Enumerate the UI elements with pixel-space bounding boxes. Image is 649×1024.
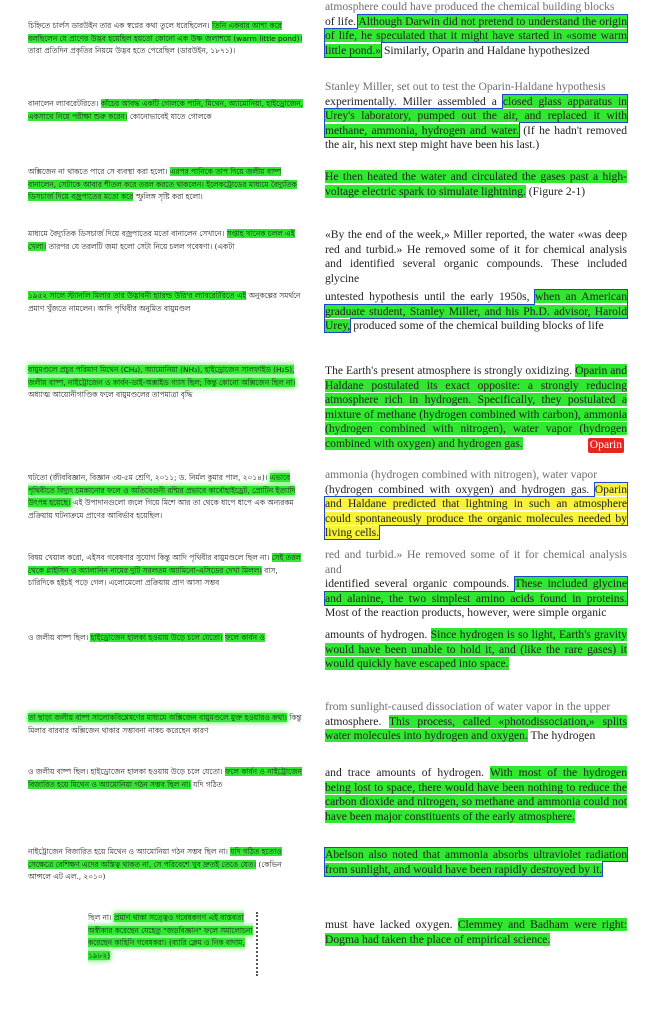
- bengali-passage-4: [28, 228, 306, 264]
- pair-1: [0, 0, 649, 76]
- english-passage-2: [325, 80, 627, 156]
- pair-7: [0, 468, 649, 538]
- right-highlight[interactable]: Abelson also noted that ammonia absorbs ultraviolet radiation from sunlight, and would have been rapidly destroyed by it.: [325, 848, 627, 876]
- bengali-passage-2: [28, 98, 306, 138]
- english-passage-5: [325, 290, 627, 338]
- right-highlight[interactable]: With most of the hydrogen being lost to space, there would have been nothing to reduce the carbon dioxide and nitrogen, so methane and ammonia could not have been major constituents of the early atmosphere.: [325, 766, 627, 823]
- bengali-passage-6: [28, 364, 306, 414]
- right-text-pre: (hydrogen combined with oxygen) and hydrogen gas.: [325, 482, 595, 496]
- left-highlight[interactable]: বায়ুমণ্ডলে প্রচুর পরিমাণ মিথেন (CH₄), অ্যামোনিয়া (NH₃), হাইড্রোজেন সালফাইড (H₂S), জলীয় বাষ্প, নাইট্রোজেন ও কার্বন-ডাই-অক্সাইড গ্যাস ছিল; কিন্তু কোনো অক্সিজেন ছিল না।: [28, 365, 296, 387]
- left-text-post: অনুকল্পের সমর্থনে প্রমাণ খুঁজতে নামলেন। আদি পৃথিবীর অনুমিত বায়ুমণ্ডল: [28, 291, 301, 313]
- left-text-post: বাস, চারিদিকে হইচই পড়ে গেল। এলোমেলো প্রক্রিয়ায় প্রাণ আসা সম্ভব: [28, 565, 278, 587]
- right-highlight[interactable]: Oparin and Haldane predicted that lightning in such an atmosphere could spontaneously produce the organic molecules needed by living cells.: [325, 482, 627, 540]
- right-text-post: produced some of the chemical building blocks of life: [350, 319, 604, 333]
- bengali-passage-7: [28, 472, 306, 530]
- left-highlight[interactable]: প্রমাণ থাকা সত্ত্বেও গবেষকগণ এই বাস্তবতা অস্বীকার করেছেন যেহেতু "জড়বিজ্ঞান" ফলে সমালোচনা করেছেন কাহিনি গবেষকরা। (ব্যারি ক্লেম ও নিক বাদাম, ১৯৮২): [88, 913, 253, 960]
- left-highlight[interactable]: তা ছাড়া জলীয় বাষ্প সালোকবিশ্লেষণের মাধ্যমে অক্সিজেন বায়ুমণ্ডলে মুক্ত হওয়ারও কথা।: [28, 713, 287, 722]
- left-text-pre: বিষয় খেয়াল করো, এইসব গবেষণার সুযোগ কিন্তু আদি পৃথিবীর বায়ুমণ্ডলে ছিল না।: [28, 553, 272, 562]
- pair-8: [0, 548, 649, 620]
- left-text-pre: ঘটতো (জীববিজ্ঞান, বিজ্ঞান ৩য়-৫ম শ্রেণি, ২০১১; ড. নির্মল কুমার পাল, ২০১৪)।: [28, 473, 270, 482]
- left-highlight[interactable]: সেই তরল থেকে গ্লাইসিন ও অ্যালানিন নামের দুটি সরলতম অ্যামিনো-এসিডের দেখা মিলল।: [28, 553, 301, 575]
- left-text-post: অধ্যাত্ম আয়োনীগাণ্ডিক ফলে বায়ুমণ্ডলের তাপমাত্রা বৃদ্ধি: [28, 390, 193, 399]
- left-text-post: (কেভিন আন্সলে এট এল., ২০১০): [28, 859, 282, 881]
- right-text-pre: identified several organic compounds.: [325, 577, 515, 591]
- right-text-post: (Figure 2-1): [525, 184, 586, 198]
- right-text-pre: and trace amounts of hydrogen.: [325, 766, 490, 779]
- right-text-post: (If he hadn't removed the air, his next step might have been his last.): [325, 123, 627, 152]
- english-passage-3: [325, 170, 627, 204]
- right-text-post: The hydrogen: [527, 729, 596, 743]
- right-cut-line: Stanley Miller, set out to test the Oparin-Haldane hypothesis: [325, 80, 606, 93]
- right-cut-line: red and turbid.» He removed some of it for chemical analysis and: [325, 548, 627, 576]
- left-highlight[interactable]: এভাবে পৃথিবীতে বিদ্যুৎ চমকানোর ফলে ও অতিবেগুনী রশ্মির প্রভাবে কার্বোহাইড্রেট, প্রোটিন ইত্যাদি উৎপন্ন হয়েছে।: [28, 473, 296, 507]
- right-text-pre: atmosphere.: [325, 714, 389, 728]
- bengali-passage-8: [28, 552, 306, 600]
- right-highlight[interactable]: Oparin and Haldane postulated its exact opposite: a strongly reducing atmosphere rich in hydrogen. Specifically, they postulated a mixture of methane (hydrogen combined with carbon), ammonia (hydrogen combined with nitrogen), water vapor (hydrogen combined with oxygen) and hydrogen gas.: [325, 364, 627, 450]
- pair-5: [0, 290, 649, 340]
- right-cut-line: from sunlight-caused dissociation of water vapor in the upper: [325, 700, 611, 713]
- english-passage-10: [325, 700, 627, 760]
- right-highlight[interactable]: Since hydrogen is so light, Earth's gravity would have been unable to hold it, and (like the rare gases) it would quickly have escaped into space.: [325, 628, 627, 671]
- left-highlight-2[interactable]: ফলে কার্বন ও: [225, 633, 265, 642]
- left-text-pre: অক্সিজেন না থাকতে পারে সে ব্যবস্থা করা হলো।: [28, 167, 170, 176]
- right-highlight[interactable]: Clemmey and Badham were right: Dogma had taken the place of empirical science.: [325, 918, 627, 946]
- english-passage-11: [325, 766, 627, 828]
- english-passage-4: [325, 228, 627, 285]
- bengali-passage-5: [28, 290, 306, 322]
- bengali-passage-3: [28, 166, 306, 206]
- right-text-pre: experimentally. Miller assembled a: [325, 94, 503, 108]
- left-text-post: কিন্তু মিলার বারবার অক্সিজেন থাকার সম্ভাবনা নাকচ করেছেন কারণ: [28, 713, 302, 735]
- left-text-pre: চিহ্নিতে চার্লস ডারউইন তার এক স্বপ্নের কথা তুলে ধরেছিলেন।: [28, 21, 212, 30]
- left-highlight[interactable]: যদি গঠিত হতোও সেক্ষেত্রে বেশিক্ষণ এদের অস্তিত্ব থাকত না, সে পরিবেশে খুব দ্রুতই তেঙে যেত।: [28, 847, 282, 869]
- pair-6: [0, 364, 649, 456]
- left-text-pre: নাইট্রোজেন বিজারিত হয়ে মিথেন ও অ্যামোনিয়া গঠন সম্ভব ছিল না।: [28, 847, 231, 856]
- pair-13: [0, 912, 649, 978]
- right-highlight[interactable]: when an American graduate student, Stanley Miller, and his Ph.D. advisor, Harold Urey,: [325, 290, 628, 333]
- right-text-pre: The Earth's present atmosphere is strongly oxidizing.: [325, 364, 576, 377]
- pair-11: [0, 766, 649, 828]
- left-text-post: এই উপাদানগুলো জলে গিয়ে মিশে আর তা থেকে ধাপে ধাপে এক অন্যরকম প্রক্রিয়ায় ঘটনাক্রমে প্রাণের আবির্ভাব হয়েছিল।: [28, 498, 294, 520]
- bengali-passage-1: [28, 20, 306, 64]
- right-text-post: Similarly, Oparin and Haldane hypothesized: [381, 43, 590, 57]
- right-text-pre: «By the end of the week,» Miller reported, the water «was deep red and turbid.» He removed some of it for chemical analysis and identified several organic compounds. These included glycine: [325, 228, 627, 285]
- bengali-passage-12: [28, 846, 306, 884]
- left-text-pre: ছিল না।: [88, 913, 114, 922]
- pair-2: [0, 80, 649, 154]
- left-text-pre: ও জলীয় বাষ্প ছিল।: [28, 633, 91, 642]
- english-passage-13: [325, 918, 627, 950]
- right-cut-line: atmosphere could have produced the chemical building blocks: [325, 0, 615, 13]
- bengali-passage-13: [88, 912, 258, 976]
- english-passage-1: [325, 0, 627, 76]
- pair-3: [0, 166, 649, 212]
- left-text-pre: মাধ্যমে বৈদ্যুতিক ডিসচার্জ দিয়ে বজ্রপাতের মতো বানালেন সেখানে।: [28, 229, 227, 238]
- right-highlight[interactable]: This process, called «photodissociation,» splits water molecules into hydrogen and oxygen.: [325, 714, 628, 743]
- right-text-pre: must have lacked oxygen.: [325, 918, 458, 931]
- left-highlight[interactable]: ফলে কার্বন ও নাইট্রোজেন বিজারিত হয়ে মিথেন ও অ্যামোনিয়া গঠন সম্ভব ছিল না।: [28, 767, 302, 789]
- english-passage-8: [325, 548, 627, 620]
- right-text-post: Most of the reaction products, however, were simple organic: [325, 606, 607, 620]
- pair-12: [0, 846, 649, 886]
- right-highlight[interactable]: Although Darwin did not pretend to understand the origin of life, he speculated that it might have started in «some warm little pond.»: [325, 14, 627, 57]
- right-highlight[interactable]: closed glass apparatus in Urey's laboratory, pumped out the air, and replaced it with methane, ammonia, hydrogen and water.: [325, 94, 627, 137]
- left-highlight[interactable]: সপ্তাহ খানেক চলল এই খেলা।: [28, 229, 295, 251]
- oparin-tag[interactable]: Oparin: [589, 438, 622, 452]
- left-text-post: স্ফুলিঙ্গ সৃষ্টি করা হলো।: [133, 192, 203, 201]
- left-text-post: কোনোভাবেই যাতে গোলকে: [127, 111, 212, 121]
- right-text-pre: amounts of hydrogen.: [325, 628, 431, 641]
- right-text-pre: of life.: [325, 14, 359, 28]
- pair-9: [0, 626, 649, 688]
- left-text-post: তারপর যে তরলটি জমা হলো সেটা নিয়ে চলল গবেষণা। (একটা: [46, 241, 235, 251]
- left-text-post: তারা প্রতিদিন প্রকৃতির নিয়মে উদ্ভব হতে পেরেছিল (ডারউইন, ১৮৭১)।: [28, 46, 236, 55]
- bengali-passage-10: [28, 712, 306, 748]
- left-highlight[interactable]: হাইড্রোজেন হালকা হওয়ায় উড়ে চলে যেতো।: [90, 633, 223, 642]
- english-passage-9: [325, 628, 627, 684]
- right-cut-line: ammonia (hydrogen combined with nitrogen), water vapor: [325, 468, 598, 481]
- pair-10: [0, 700, 649, 760]
- left-text-pre: ও জলীয় বাষ্প ছিল। হাইড্রোজেন হালকা হওয়ায় উড়ে চলে যেতো।: [28, 767, 226, 776]
- bengali-passage-9: [28, 632, 306, 656]
- english-passage-12: [325, 848, 627, 882]
- pair-4: [0, 228, 649, 285]
- left-highlight[interactable]: তিনি একবার আশা করে বলছিলেন যে প্রাণের উদ্ভব হয়েছিল হয়তো কোনো এক উষ্ণ জলাশয়ে (warm little pond)।: [28, 21, 303, 43]
- left-highlight[interactable]: এরপর পানিকে তাপ দিয়ে জলীয় বাষ্প বানালেন, সেটাকে আবার শীতল করে তরল করতে থাকলেন। ইলেকট্রোডের মাধ্যমে বৈদ্যুতিক ডিসচার্জ দিয়ে বজ্রপাতের মতো করে: [28, 167, 297, 201]
- left-text-pre: বানালেন ল্যাবরেটরিতে।: [28, 99, 101, 108]
- left-highlight[interactable]: ১৯৫২ সালে স্ট্যানলি মিলার তার উদ্ভাবনী হ্যারল্ড উরি'র ল্যাবরেটরিতে এই: [28, 291, 247, 300]
- left-text-post: যদি গঠিত: [190, 779, 223, 789]
- bengali-passage-11: [28, 766, 306, 796]
- right-highlight[interactable]: These included glycine and alanine, the two simplest amino acids found in proteins.: [325, 577, 627, 605]
- left-highlight[interactable]: কাঁচের আবদ্ধ একটি গোলকে পানি, মিথেন, অ্যামোনিয়া, হাইড্রোজেন, একসাথে নিয়ে পরীক্ষা শুরু করেন।: [28, 99, 304, 121]
- english-passage-7: [325, 468, 627, 540]
- right-text-pre: untested hypothesis until the early 1950s,: [325, 290, 536, 303]
- right-highlight[interactable]: He then heated the water and circulated the gases past a high-voltage electric spark to simulate lightning.: [325, 170, 627, 198]
- english-passage-6: [325, 364, 627, 454]
